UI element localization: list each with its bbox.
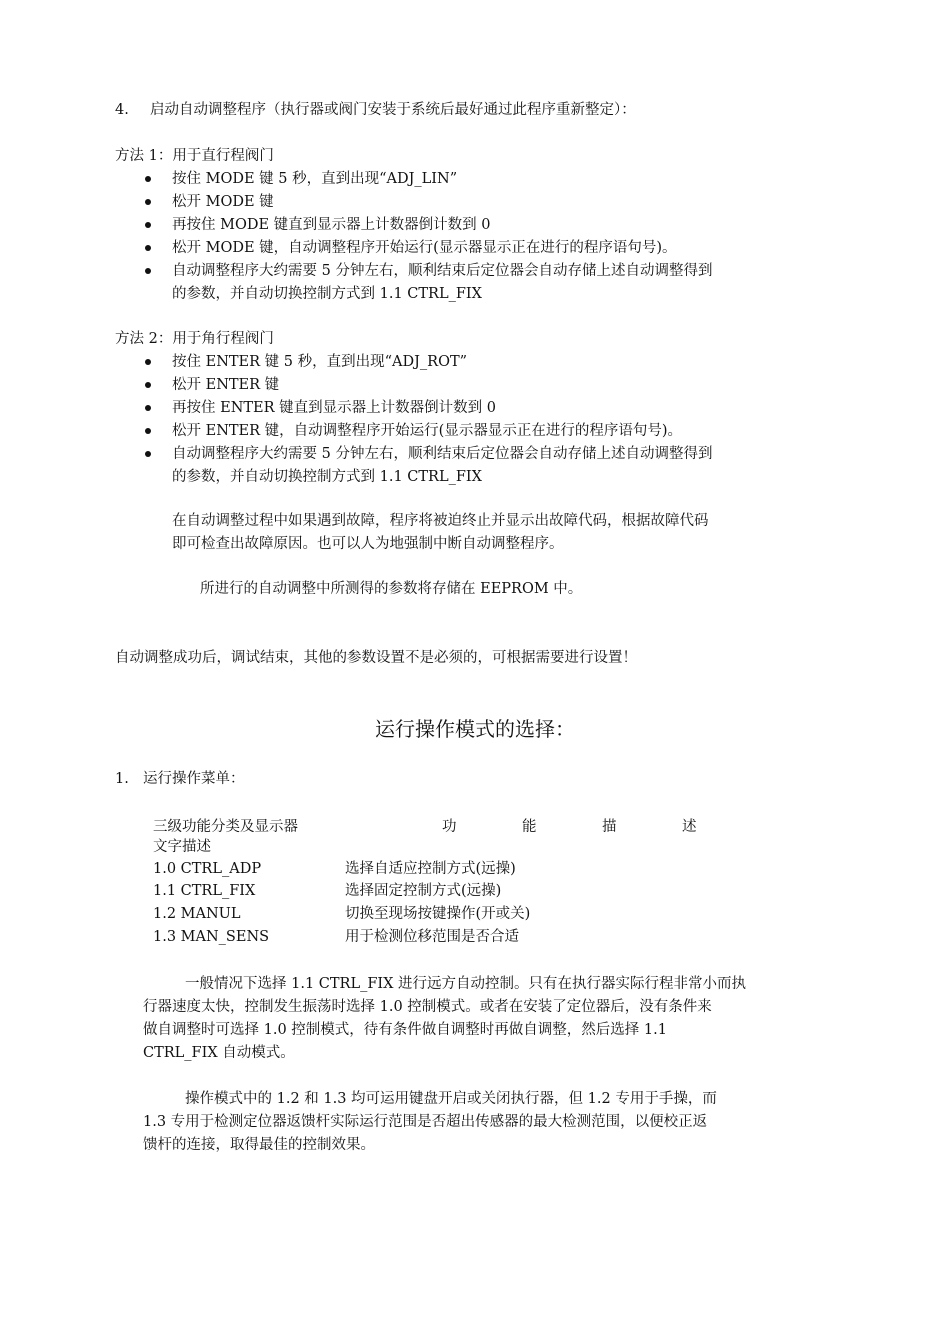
table-header-col2-char: 描 (602, 819, 617, 835)
table-cell-code: 1.2 MANUL (153, 906, 241, 922)
step-heading: 启动自动调整程序（执行器或阀门安装于系统后最好通过此程序重新整定）： (150, 102, 636, 118)
method2-title: 方法 2：用于角行程阀门 (115, 331, 274, 347)
table-cell-desc: 切换至现场按键操作(开或关) (345, 906, 531, 922)
fault-note-line2: 即可检查出故障原因。也可以人为地强制中断自动调整程序。 (172, 536, 564, 552)
menu-heading: 运行操作菜单： (143, 771, 245, 787)
paragraph-line: 做自调整时可选择 1.0 控制模式，待有条件做自调整时再做自调整，然后选择 1.1 (143, 1022, 667, 1038)
table-cell-desc: 选择固定控制方式(远操) (345, 883, 502, 899)
bullet-icon (145, 451, 151, 457)
table-cell-code: 1.1 CTRL_FIX (153, 883, 256, 899)
section-title: 运行操作模式的选择： (375, 717, 575, 741)
list-item-text: 按住 ENTER 键 5 秒，直到出现“ADJ_ROT” (172, 354, 468, 370)
list-item-text: 再按住 MODE 键直到显示器上计数器倒计数到 0 (172, 217, 491, 233)
method1-title: 方法 1：用于直行程阀门 (115, 148, 274, 164)
paragraph-line: 操作模式中的 1.2 和 1.3 均可运用键盘开启或关闭执行器，但 1.2 专用于手操，而 (185, 1091, 717, 1107)
list-item-text: 按住 MODE 键 5 秒，直到出现“ADJ_LIN” (172, 171, 458, 187)
table-header-col2-char: 能 (522, 819, 537, 835)
fault-note-line1: 在自动调整过程中如果遇到故障，程序将被迫终止并显示出故障代码，根据故障代码 (172, 513, 709, 529)
table-header-col1: 三级功能分类及显示器 (153, 819, 298, 835)
table-cell-code: 1.0 CTRL_ADP (153, 861, 262, 877)
step-number: 4. (115, 102, 129, 118)
list-item-text: 松开 MODE 键，自动调整程序开始运行(显示器显示正在进行的程序语句号)。 (172, 240, 677, 256)
bullet-icon (145, 199, 151, 205)
bullet-icon (145, 382, 151, 388)
list-item-text: 松开 MODE 键 (172, 194, 274, 210)
bullet-icon (145, 222, 151, 228)
paragraph-line: 馈杆的连接，取得最佳的控制效果。 (143, 1137, 375, 1153)
list-item-text: 自动调整程序大约需要 5 分钟左右，顺利结束后定位器会自动存储上述自动调整得到 (172, 263, 713, 279)
list-item-text: 松开 ENTER 键 (172, 377, 280, 393)
bullet-icon (145, 268, 151, 274)
list-item-text: 松开 ENTER 键，自动调整程序开始运行(显示器显示正在进行的程序语句号)。 (172, 423, 682, 439)
bullet-icon (145, 245, 151, 251)
bullet-icon (145, 359, 151, 365)
paragraph-line: CTRL_FIX 自动模式。 (143, 1045, 295, 1061)
paragraph-line: 一般情况下选择 1.1 CTRL_FIX 进行远方自动控制。只有在执行器实际行程非常小而执 (185, 976, 747, 992)
list-item-text: 自动调整程序大约需要 5 分钟左右，顺利结束后定位器会自动存储上述自动调整得到 (172, 446, 713, 462)
table-cell-desc: 选择自适应控制方式(远操) (345, 861, 516, 877)
table-header-col2-char: 述 (682, 819, 697, 835)
table-header-col1-line2: 文字描述 (153, 839, 211, 855)
list-item-text: 再按住 ENTER 键直到显示器上计数器倒计数到 0 (172, 400, 496, 416)
table-cell-code: 1.3 MAN_SENS (153, 929, 270, 945)
bullet-icon (145, 428, 151, 434)
success-note: 自动调整成功后，调试结束，其他的参数设置不是必须的，可根据需要进行设置！ (115, 650, 637, 666)
eeprom-note: 所进行的自动调整中所测得的参数将存储在 EEPROM 中。 (200, 581, 583, 597)
paragraph-line: 行器速度太快，控制发生振荡时选择 1.0 控制模式。或者在安装了定位器后，没有条件来 (143, 999, 712, 1015)
menu-number: 1. (115, 771, 129, 787)
bullet-icon (145, 176, 151, 182)
table-header-col2-char: 功 (442, 819, 457, 835)
bullet-icon (145, 405, 151, 411)
paragraph-line: 1.3 专用于检测定位器返馈杆实际运行范围是否超出传感器的最大检测范围，以便校正返 (143, 1114, 708, 1130)
list-item-text-continued: 的参数，并自动切换控制方式到 1.1 CTRL_FIX (172, 286, 482, 302)
table-cell-desc: 用于检测位移范围是否合适 (345, 929, 519, 945)
list-item-text-continued: 的参数，并自动切换控制方式到 1.1 CTRL_FIX (172, 469, 482, 485)
